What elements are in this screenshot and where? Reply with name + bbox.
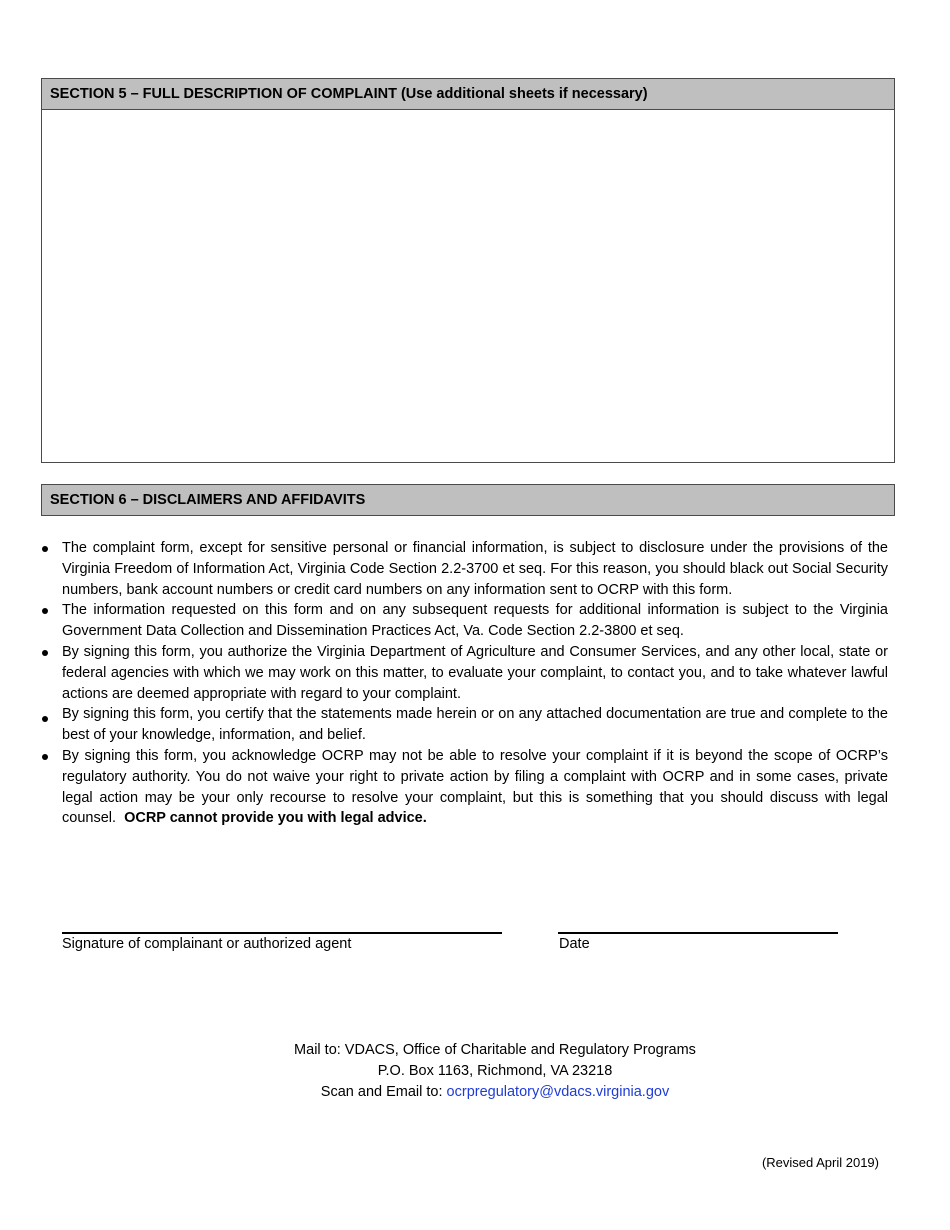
signature-line[interactable] (62, 932, 502, 934)
disclaimer-text: By signing this form, you certify that the statements made herein or on any attached documentation are true and complete to the best of your knowledge, information, and belief. (62, 706, 888, 744)
disclaimer-text: The information requested on this form and on any subsequent requests for additional information is subject to the Virginia Government Data Collection and Dissemination Practices Act, Va. Code Section 2.2-3800 et seq. (62, 602, 888, 640)
email-prefix: Scan and Email to: (320, 1084, 447, 1100)
mailing-address (0, 1040, 950, 1103)
bullet-icon (42, 546, 48, 552)
disclaimer-text: By signing this form, you acknowledge OCRP may not be able to resolve your complaint if it is beyond the scope of OCRP’s regulatory authority. You do not waive your right to private action by filing a complaint with OCRP and in some cases, private legal action may be your only recourse to resolve your complaint, but this is something that you should discuss with legal counsel. (62, 747, 888, 827)
email-line (0, 1082, 950, 1103)
date-label: Date (559, 936, 590, 952)
list-item (40, 538, 888, 600)
email-link[interactable]: ocrpregulatory@vdacs.virginia.gov (446, 1084, 670, 1100)
list-item (40, 600, 888, 642)
section-6-box (41, 484, 895, 516)
bullet-icon (42, 716, 48, 722)
bullet-icon (42, 608, 48, 614)
disclaimer-text: By signing this form, you authorize the Virginia Department of Agriculture and Consumer Services, and any other local, state or federal agencies with which we may work on this matter, to evaluate your complaint, to contact you, and to take whatever lawful actions are deemed appropriate with regard to your complaint. (62, 643, 888, 702)
signature-label: Signature of complainant or authorized agent (62, 936, 352, 952)
list-item (40, 704, 888, 746)
disclaimer-list (40, 538, 888, 829)
list-item (40, 746, 888, 829)
section-5-header: SECTION 5 – FULL DESCRIPTION OF COMPLAINT (Use additional sheets if necessary) (42, 79, 894, 110)
bullet-icon (42, 754, 48, 760)
mail-to-line: Mail to: VDACS, Office of Charitable and Regulatory Programs (294, 1042, 696, 1058)
complaint-description-field[interactable] (42, 110, 894, 461)
section-6-header: SECTION 6 – DISCLAIMERS AND AFFIDAVITS (42, 485, 894, 515)
po-box-line: P.O. Box 1163, Richmond, VA 23218 (377, 1063, 613, 1079)
revision-note: (Revised April 2019) (761, 1155, 879, 1170)
section-5-box (41, 78, 895, 463)
list-item (40, 642, 888, 704)
disclaimer-text: The complaint form, except for sensitive personal or financial information, is subject to disclosure under the provisions of the Virginia Freedom of Information Act, Virginia Code Section 2.2-3700 et seq. For this reason, you should black out Social Security numbers, bank account numbers or credit card numbers on any information sent to OCRP with this form. (62, 540, 888, 598)
bullet-icon (42, 650, 48, 656)
legal-advice-notice: OCRP cannot provide you with legal advice. (124, 810, 427, 827)
date-line[interactable] (558, 932, 838, 934)
